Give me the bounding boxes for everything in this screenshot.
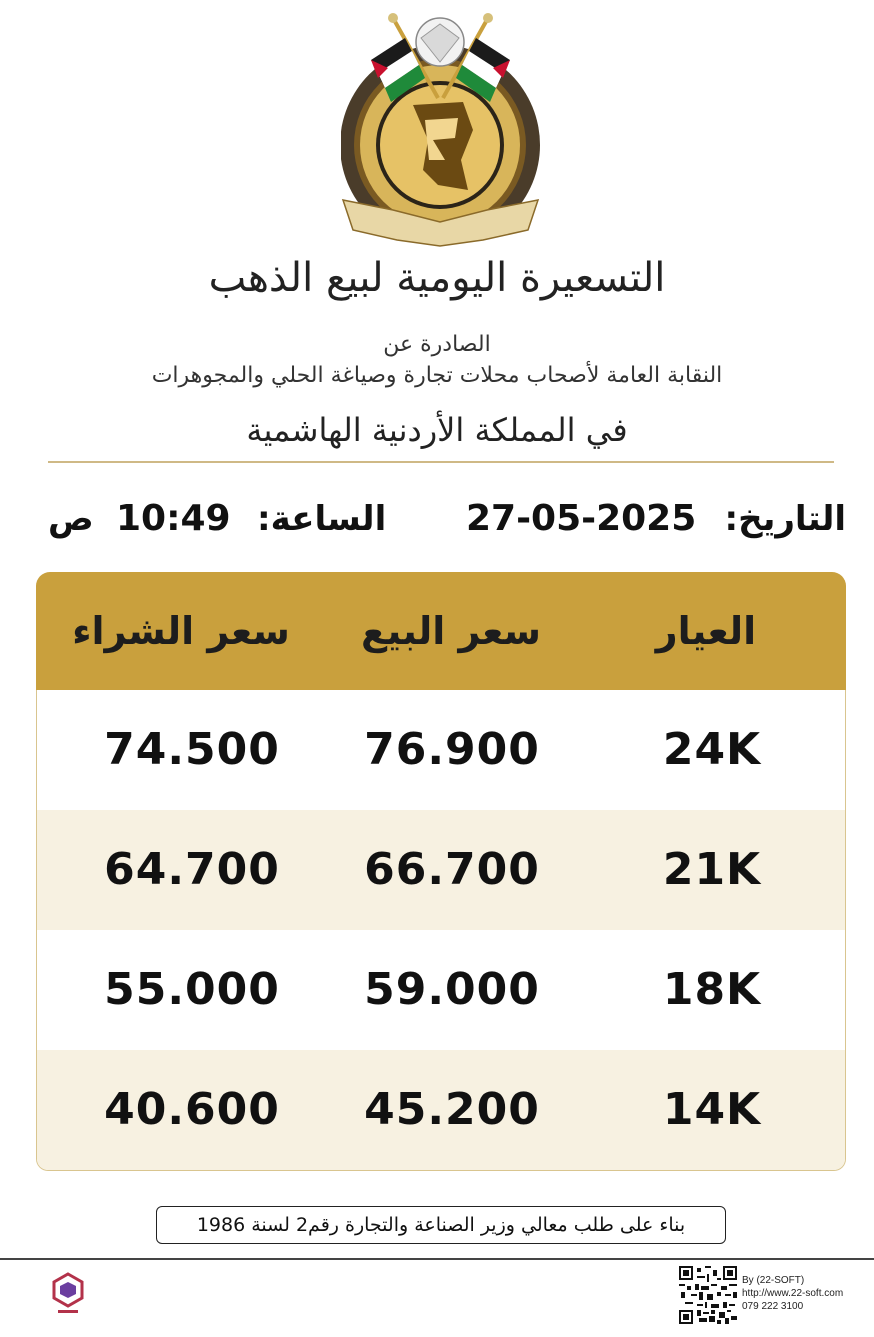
time-label: الساعة: [257, 499, 387, 539]
time-value: 10:49 [116, 498, 231, 539]
country-name: في المملكة الأردنية الهاشمية [246, 411, 628, 449]
footer-divider [0, 1258, 874, 1260]
header-divider [48, 461, 834, 463]
header-sell-price: سعر البيع [361, 609, 541, 653]
buy-price-cell: 55.000 [104, 964, 280, 1015]
date-value: 27-05-2025 [466, 498, 697, 539]
brand-logo-icon [50, 1272, 86, 1316]
credit-url[interactable]: http://www.22-soft.com [742, 1288, 844, 1299]
header-karat: العيار [655, 609, 757, 653]
table-row [37, 690, 845, 810]
buy-price-cell: 64.700 [104, 844, 280, 895]
date-label: التاريخ: [724, 499, 846, 539]
sell-price-cell: 66.700 [364, 844, 540, 895]
issued-by-label: الصادرة عن [383, 332, 491, 357]
table-row [37, 930, 845, 1050]
table-row [37, 1050, 845, 1170]
price-table [36, 572, 846, 1172]
karat-cell: 14K [662, 1084, 762, 1135]
time-period: ص [48, 499, 94, 539]
sell-price-cell: 45.200 [364, 1084, 540, 1135]
legal-note: بناء على طلب معالي وزير الصناعة والتجارة رقم2 لسنة 1986 [156, 1206, 726, 1244]
buy-price-cell: 74.500 [104, 724, 280, 775]
table-header [36, 572, 846, 690]
karat-cell: 21K [662, 844, 762, 895]
syndicate-logo [333, 10, 548, 250]
karat-cell: 24K [662, 724, 762, 775]
page-title: التسعيرة اليومية لبيع الذهب [208, 255, 666, 301]
credit-by: By (22-SOFT) [742, 1275, 805, 1286]
buy-price-cell: 40.600 [104, 1084, 280, 1135]
sell-price-cell: 59.000 [364, 964, 540, 1015]
header-buy-price: سعر الشراء [72, 609, 290, 653]
credit-phone: 079 222 3100 [742, 1301, 804, 1312]
syndicate-name: النقابة العامة لأصحاب محلات تجارة وصياغة الحلي والمجوهرات [151, 363, 723, 388]
qr-code-icon [679, 1266, 737, 1324]
table-body [36, 690, 846, 1171]
karat-cell: 18K [662, 964, 762, 1015]
developer-credit [742, 1274, 843, 1313]
sell-price-cell: 76.900 [364, 724, 540, 775]
table-row [37, 810, 845, 930]
